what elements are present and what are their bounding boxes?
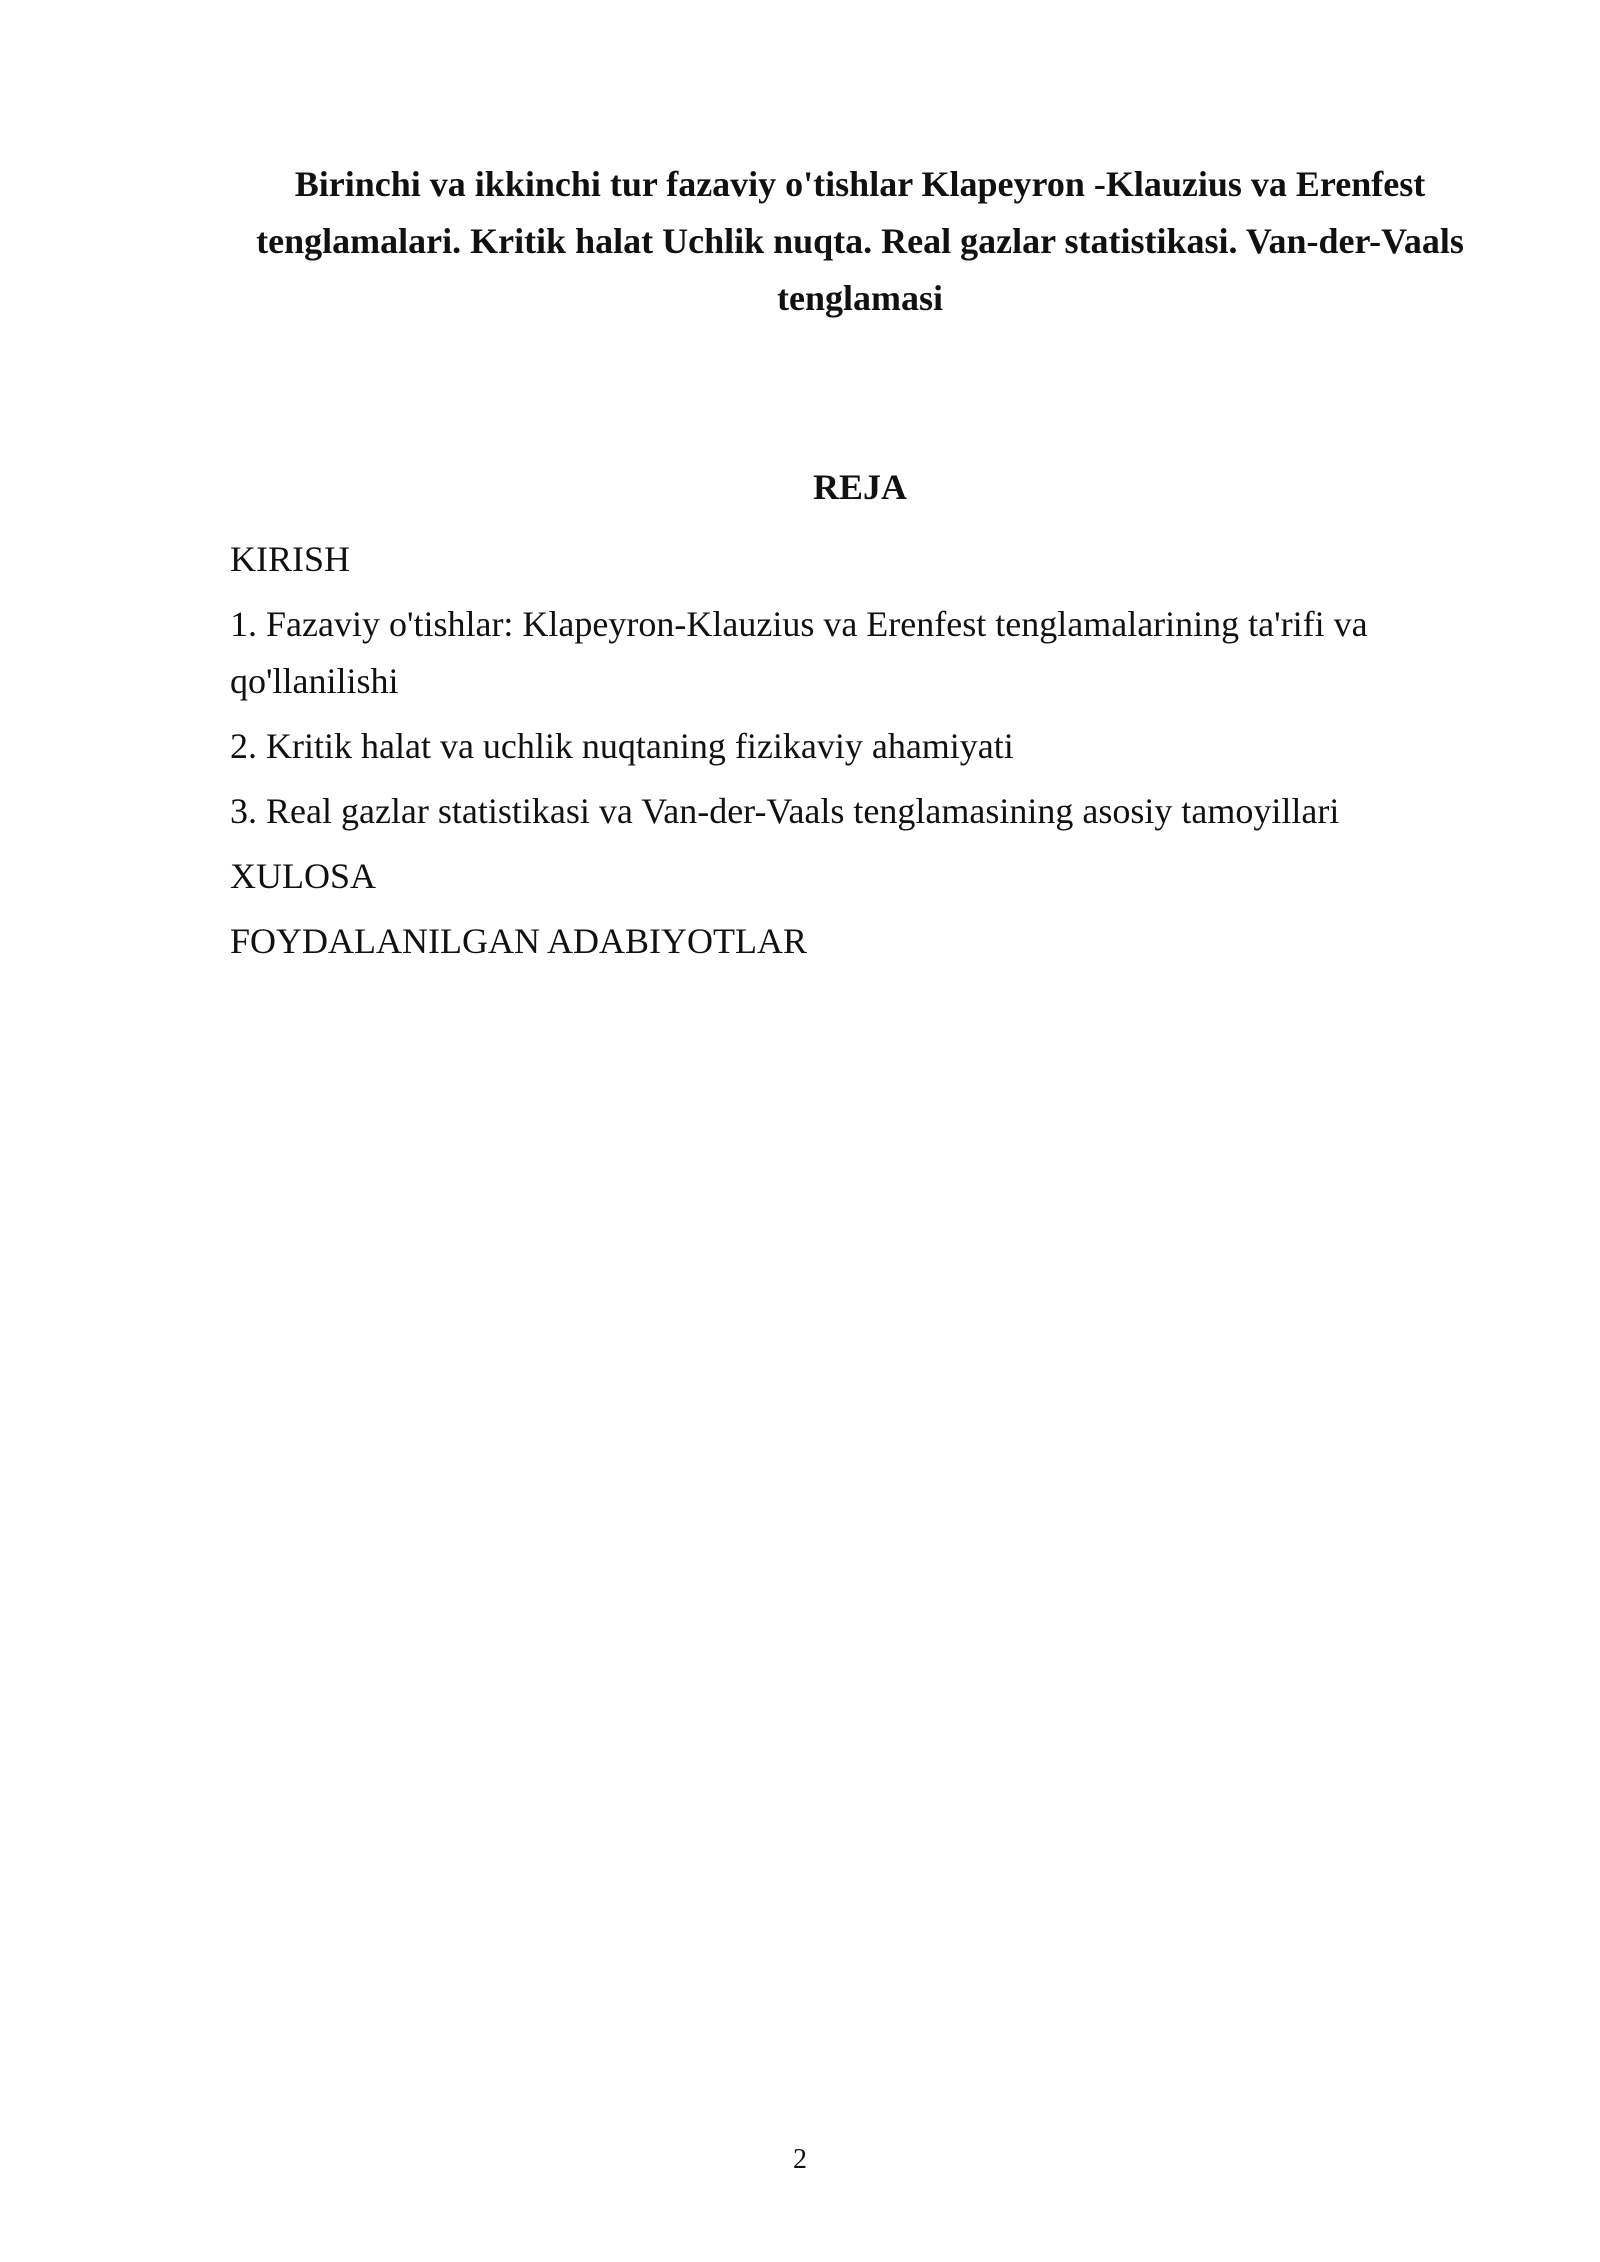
plan-item-1: 1. Fazaviy o'tishlar: Klapeyron-Klauzius va Erenfest tenglamalarining ta'rifi va qo'llanilishi [230,604,1368,701]
plan-item-adabiyotlar: FOYDALANILGAN ADABIYOTLAR [230,921,807,961]
plan-item-3: 3. Real gazlar statistikasi va Van-der-Vaals tenglamasining asosiy tamoyillari [230,791,1340,831]
document-title: Birinchi va ikkinchi tur fazaviy o'tishlar Klapeyron -Klauzius va Erenfest tenglamalari. Kritik halat Uchlik nuqta. Real gazlar statistikasi. Van-der-Vaals tenglamasi [256,164,1464,318]
plan-item-xulosa: XULOSA [230,856,377,896]
plan-list [230,531,1430,978]
plan-item-kirish: KIRISH [230,539,351,579]
plan-item-2: 2. Kritik halat va uchlik nuqtaning fizikaviy ahamiyati [230,726,1014,766]
page-number: 2 [793,2144,807,2175]
plan-heading: REJA [812,467,907,507]
